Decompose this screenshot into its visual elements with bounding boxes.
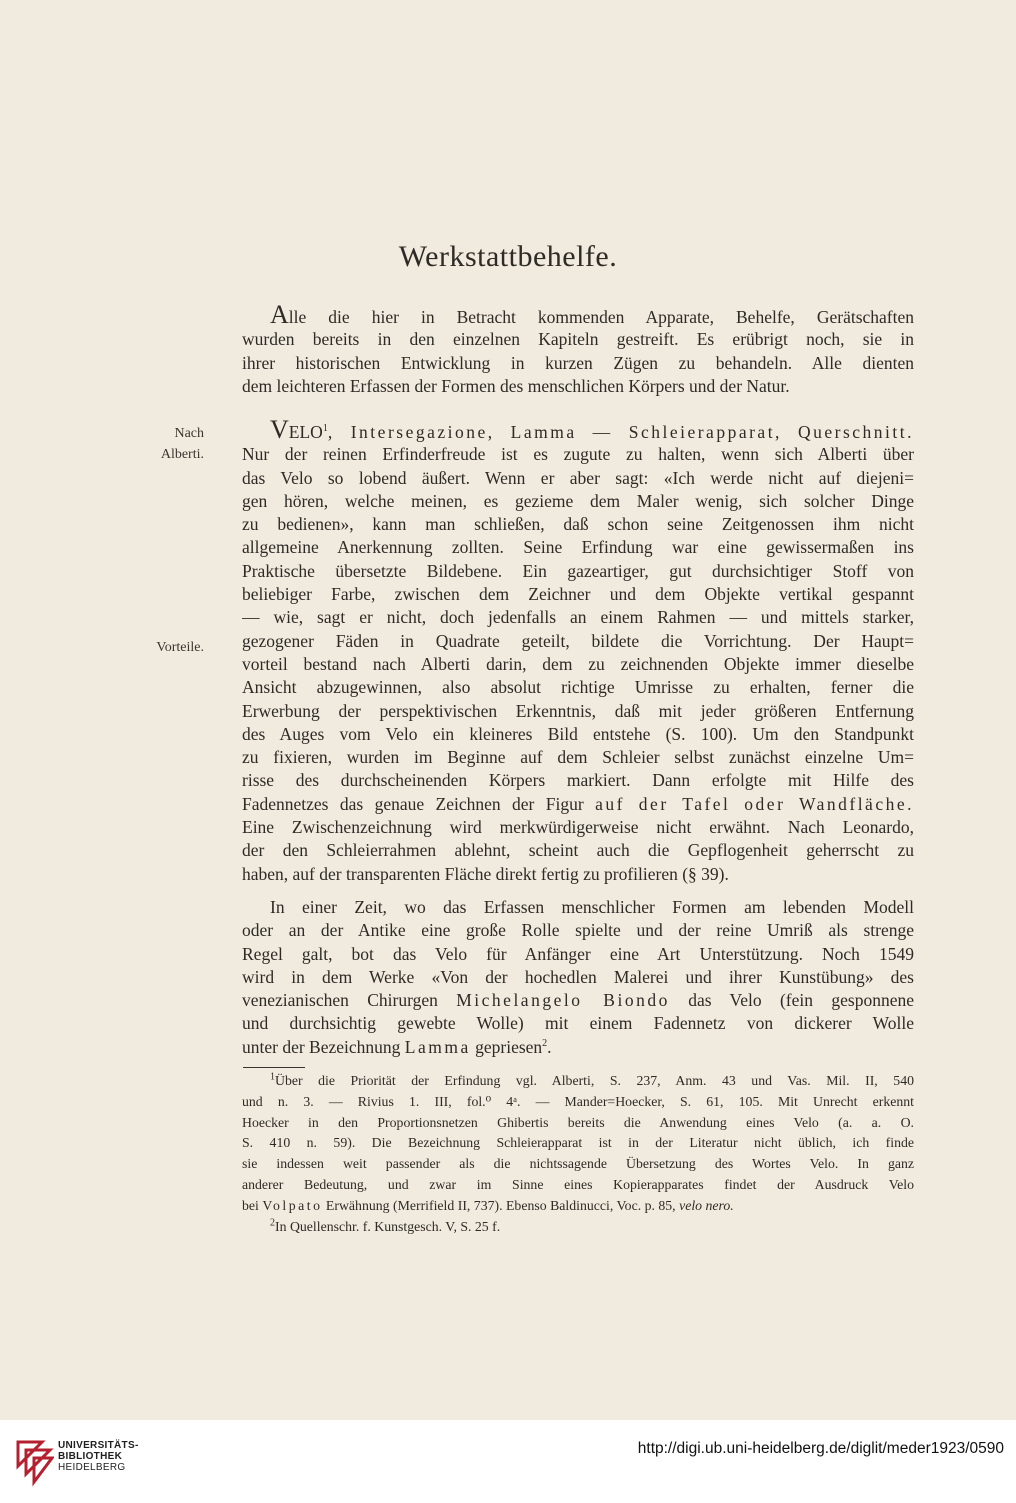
intro-line: ihrer historischen Entwicklung in kurzen Zügen zu behandeln. Alle dienten [242,352,914,373]
velo-line: zu fixieren, wurden im Beginne auf dem Schleier selbst zunächst einzelne Um= [242,747,914,768]
velo-line: allgemeine Anerkennung zollten. Seine Erfindung war eine gewissermaßen ins [242,537,914,558]
footnote-line: Hoecker in den Proportionsnetzen Ghibertis bereits die Anwendung eines Velo (a. a. O. [242,1114,914,1130]
para2-line: Regel galt, bot das Velo für Anfänger eine Art Unterstützung. Noch 1549 [242,943,914,964]
library-logo-icon [12,1434,54,1490]
footnote-line: und n. 3. — Rivius 1. III, fol.⁰ 4ᵃ. — Mander=Hoecker, S. 61, 105. Mit Unrecht erkennt [242,1093,914,1109]
library-name: UNIVERSITÄTS- BIBLIOTHEK HEIDELBERG [58,1440,139,1473]
velo-line: Ansicht abzugewinnen, also absolut richtige Umrisse zu erhalten, ferner die [242,677,914,698]
velo-line: risse des durchscheinenden Körpers markiert. Dann erfolgte mit Hilfe des [242,770,914,791]
velo-paragraph [242,420,914,886]
intro-line: dem leichteren Erfassen der Formen des menschlichen Körpers und der Natur. [242,375,790,396]
footnote-line: $^1$Über die Priorität der Erfindung vgl. Alberti, S. 237, Anm. 43 und Vas. Mil. II, 540 [270,1071,914,1088]
drop-cap: A [270,305,289,329]
margin-note-vorteile: Vorteile. [156,640,204,655]
footnote-rule [243,1067,305,1068]
margin-note-nach-alberti: Nach Alberti. [160,426,204,462]
velo-line: beliebiger Farbe, zwischen dem Zeichner und dem Objekte vertikal gespannt [242,584,914,605]
page-title: Werkstattbehelfe. [398,240,618,273]
footnote-line: anderer Bedeutung, und zwar im Sinne eines Kopierapparates findet der Ausdruck Velo [242,1176,914,1192]
para2-line: wird in dem Werke «Von der hochedlen Malerei und ihrer Kunstübung» des [242,966,914,987]
velo-line: der den Schleierrahmen ablehnt, scheint auch die Gepflogenheit geherrscht zu [242,840,914,861]
velo-line: — wie, sagt er nicht, doch jedenfalls an einem Rahmen — und mittels starker, [242,607,914,628]
footnote-line: bei Volpato Erwähnung (Merrifield II, 737). Ebenso Baldinucci, Voc. p. 85, velo nero. [242,1197,734,1213]
footnote-line: S. 410 n. 59). Die Bezeichnung Schleierapparat ist in der Literatur nicht üblich, ich finde [242,1135,914,1151]
second-paragraph [242,896,914,1059]
velo-line: Erwerbung der perspektivischen Erkenntnis, daß mit jeder größeren Entfernung [242,700,914,721]
library-footer [0,1420,1016,1503]
footnotes [242,1071,914,1237]
intro-line: Alle die hier in Betracht kommenden Apparate, Behelfe, Gerätschaften [242,305,914,328]
velo-line: zu bedienen», kann man schließen, daß schon seine Zeitgenossen ihm nicht [242,514,914,535]
velo-line: Praktische übersetzte Bildebene. Ein gazeartiger, gut durchsichtiger Stoff von [242,560,914,581]
footnote-line: $^2$In Quellenschr. f. Kunstgesch. V, S. 25 f. [270,1216,501,1234]
intro-line: wurden bereits in den einzelnen Kapiteln gestreift. Es erübrigt noch, sie in [242,329,914,350]
velo-line: Eine Zwischenzeichnung wird merkwürdigerweise nicht erwähnt. Nach Leonardo, [242,817,914,838]
velo-line: das Velo so lobend äußert. Wenn er aber sagt: «Ich werde nicht auf diejeni= [242,467,914,488]
velo-line: des Auges vom Velo ein kleineres Bild entstehe (S. 100). Um den Standpunkt [242,723,914,744]
velo-line: Fadennetzes das genaue Zeichnen der Figur auf der Tafel oder Wandfläche. [242,793,914,814]
drop-cap: V [270,420,289,444]
para2-line: In einer Zeit, wo das Erfassen menschlicher Formen am lebenden Modell [270,897,914,917]
para2-line: venezianischen Chirurgen Michelangelo Biondo das Velo (fein gesponnene [242,990,914,1011]
para2-line: oder an der Antike eine große Rolle spielte und der reine Umriß als strenge [242,920,914,941]
velo-heading-line: VELO$^1$, Intersegazione, Lamma — Schleierapparat, Querschnitt. [242,420,914,443]
velo-line: vorteil bestand nach Alberti darin, dem zu zeichnenden Objekte immer dieselbe [242,653,914,674]
velo-line: Nur der reinen Erfinderfreude ist es zugute zu halten, wenn sich Alberti über [242,444,914,465]
velo-line: haben, auf der transparenten Fläche direkt fertig zu profilieren (§ 39). [242,863,729,884]
intro-paragraph [242,305,914,398]
velo-line: gen hören, welche meinen, es gezieme dem Maler wenig, sich solcher Dinge [242,490,914,511]
footnote-line: sie indessen weit passender als die nichtssagende Übersetzung des Wortes Velo. In ganz [242,1156,914,1172]
velo-line: gezogener Fäden in Quadrate geteilt, bildete die Vorrichtung. Der Haupt= [242,630,914,651]
para2-line: und durchsichtig gewebte Wolle) mit einem Fadennetz von dickerer Wolle [242,1013,914,1034]
source-url[interactable]: http://digi.ub.uni-heidelberg.de/diglit/meder1923/0590 [637,1440,1004,1457]
para2-line: unter der Bezeichnung Lamma gepriesen$^2$. [242,1036,552,1057]
